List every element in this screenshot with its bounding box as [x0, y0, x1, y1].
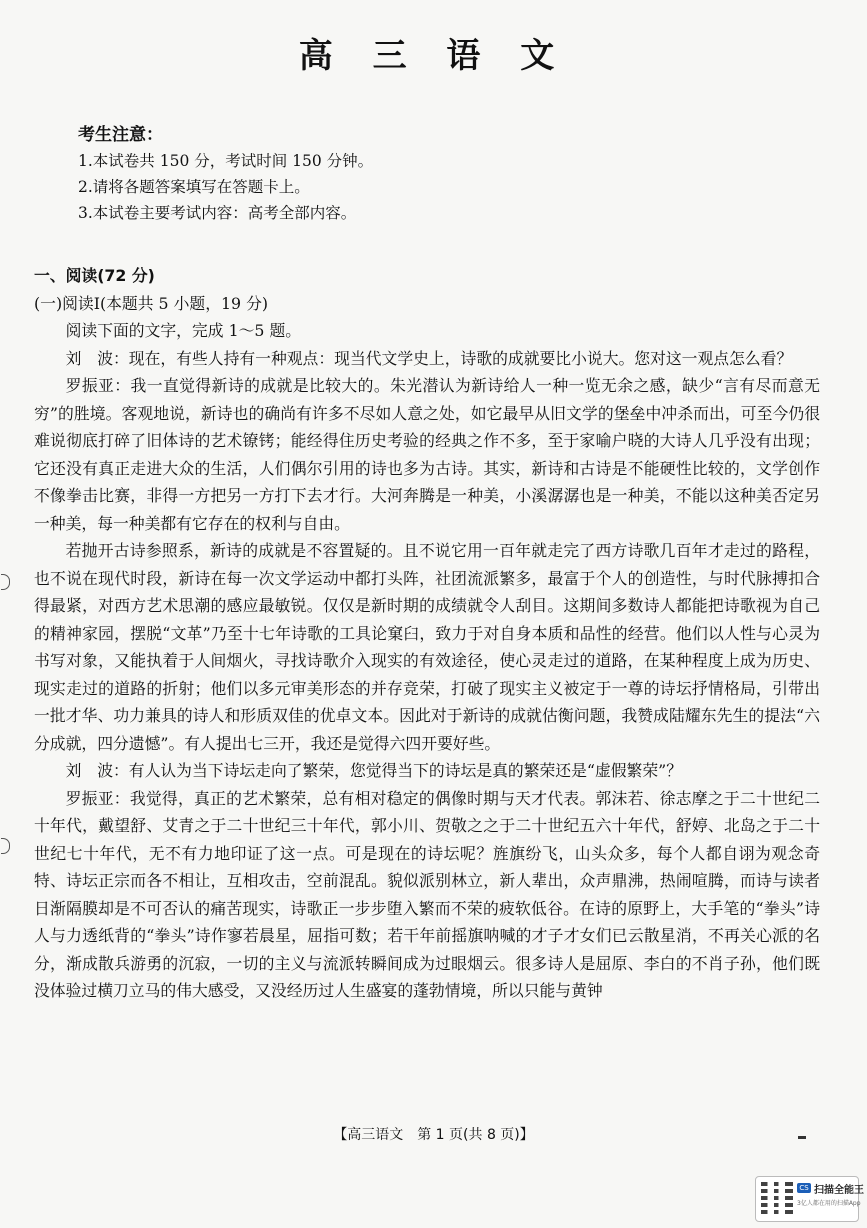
scanner-logo-icon: CS — [797, 1183, 811, 1193]
notice-item-2: 2.请将各题答案填写在答题卡上。 — [78, 178, 310, 196]
passage-paragraph: 罗振亚：我觉得，真正的艺术繁荣，总有相对稳定的偶像时期与天才代表。郭沫若、徐志摩之于二十世纪二十年代，戴望舒、艾青之于二十世纪三十年代，郭小川、贺敬之之于二十世纪五六十年代，舒婷、北岛之于二十世纪七十年代，无不有力地印证了这一点。可是现在的诗坛呢？旌旗纷飞，山头众多，每个人都自诩为观念奇特、诗坛正宗而各不相让，互相攻击，空前混乱。貌似派别林立，新人辈出，众声鼎沸，热闹喧腾，而诗与读者日渐隔膜却是不可否认的痛苦现实，诗歌正一步步堕入繁而不荣的疲软低谷。在诗的原野上，大手笔的“拳头”诗人与力透纸背的“拳头”诗作寥若晨星，屈指可数；若干年前摇旗呐喊的才子才女们已云散星消，不再关心派的名分，渐成散兵游勇的沉寂，一切的主义与流派转瞬间成为过眼烟云。很多诗人是屈原、李白的不肖子孙，他们既没体验过横刀立马的伟大感受，又没经历过人生盛宴的蓬勃情境，所以只能与黄钟 — [34, 788, 820, 1000]
reading-section — [34, 262, 820, 1005]
scanner-subtitle: 3亿人都在用的扫描App — [797, 1200, 861, 1207]
qr-code-icon — [761, 1182, 793, 1214]
scanner-name: 扫描全能王 — [814, 1185, 864, 1196]
notice-heading: 考生注意： — [78, 125, 163, 145]
passage-paragraph: 若抛开古诗参照系，新诗的成就是不容置疑的。且不说它用一百年就走完了西方诗歌几百年才走过的路程，也不说在现代时段，新诗在每一次文学运动中都打头阵，社团流派繁多，最富于个人的创造性，与时代脉搏扣合得最紧，对西方艺术思潮的感应最敏锐。仅仅是新时期的成绩就令人刮目。这期间多数诗人都能把诗歌视为自己的精神家园，摆脱“文革”乃至十七年诗歌的工具论窠臼，致力于对自身本质和品性的经营。他们以人性与心灵为书写对象，又能执着于人间烟火，寻找诗歌介入现实的有效途径，使心灵走过的道路，在某种程度上成为历史、现实走过的道路的折射；他们以多元审美形态的并存竞荣，打破了现实主义被定于一尊的诗坛抒情格局，引带出一批才华、功力兼具的诗人和形质双佳的优卓文本。因此对于新诗的成就估衡问题，我赞成陆耀东先生的提法“六分成就，四分遗憾”。有人提出七三开，我还是觉得六四开要好些。 — [34, 541, 820, 753]
candidate-notice — [78, 122, 778, 226]
passage-paragraph: 刘 波：现在，有些人持有一种观点：现当代文学史上，诗歌的成就要比小说大。您对这一观点怎么看？ — [65, 348, 793, 368]
section-heading: 一、阅读(72 分) — [34, 266, 155, 285]
notice-item-3: 3.本试卷主要考试内容：高考全部内容。 — [78, 204, 357, 222]
notice-item-1: 1.本试卷共 150 分，考试时间 150 分钟。 — [78, 152, 374, 170]
binding-hole-mark — [1, 574, 10, 590]
page-footer: 【高三语文 第 1 页(共 8 页)】 — [333, 1127, 534, 1143]
scanner-watermark — [755, 1176, 864, 1222]
section-instruction: 阅读下面的文字，完成 1～5 题。 — [65, 321, 302, 340]
section-subheading: (一)阅读Ⅰ(本题共 5 小题，19 分) — [34, 293, 269, 313]
passage-paragraph: 罗振亚：我一直觉得新诗的成就是比较大的。朱光潜认为新诗给人一种一览无余之感，缺少“言有尽而意无穷”的胜境。客观地说，新诗也的确尚有许多不尽如人意之处，如它最早从旧文学的堡垒中冲杀而出，可至今仍很难说彻底打碎了旧体诗的艺术镣铐；能经得住历史考验的经典之作不多，至于家喻户晓的大诗人几乎没有出现；它还没有真正走进大众的生活，人们偶尔引用的诗也多为古诗。其实，新诗和古诗是不能硬性比较的，文学创作不像拳击比赛，非得一方把另一方打下去才行。大河奔腾是一种美，小溪潺潺也是一种美，不能以这种美否定另一种美，每一种美都有它存在的权利与自由。 — [34, 376, 820, 533]
scan-artifact — [798, 1136, 806, 1139]
binding-hole-mark — [1, 838, 10, 854]
page-title: 高 三 语 文 — [298, 36, 569, 76]
passage-paragraph: 刘 波：有人认为当下诗坛走向了繁荣，您觉得当下的诗坛是真的繁荣还是“虚假繁荣”？ — [65, 761, 683, 780]
